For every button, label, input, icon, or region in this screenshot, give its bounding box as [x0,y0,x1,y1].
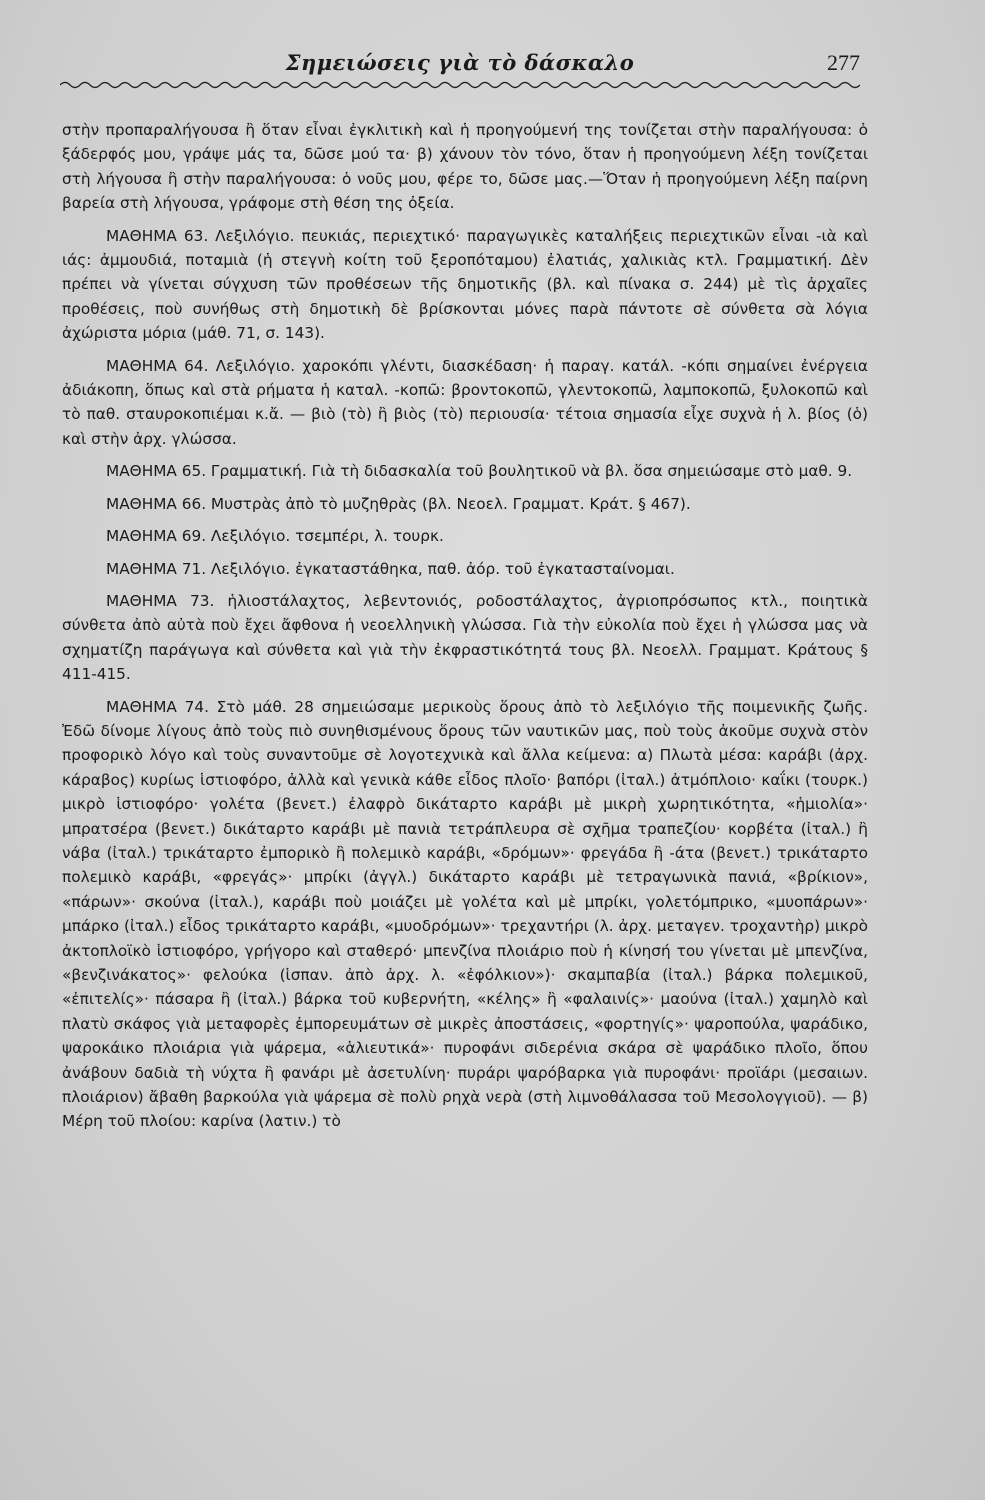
paragraph-lesson-64: ΜΑΘΗΜΑ 64. Λεξιλόγιο. χαροκόπι γλέντι, διασκέδαση· ἡ παραγ. κατάλ. -κόπι σημαίνει ἐνέργεια ἀδιάκοπη, ὅπως καὶ στὰ ρήματα ἡ καταλ. -κοπῶ: βροντοκοπῶ, γλεντοκοπῶ, λαμποκοπῶ, ξυλοκοπῶ καὶ τὸ παθ. σταυροκοπιέμαι κ.ἄ. — βιὸ (τὸ) ἢ βιὸς (τὸ) περιουσία· τέτοια σημασία εἶχε συχνὰ ἡ λ. βίος (ὁ) καὶ στὴν ἀρχ. γλώσσα. [62,356,868,448]
paragraph-lesson-74: ΜΑΘΗΜΑ 74. Στὸ μάθ. 28 σημειώσαμε μερικοὺς ὅρους ἀπὸ τὸ λεξιλόγιο τῆς ποιμενικῆς ζωῆς. Ἐδῶ δίνομε λίγους ἀπὸ τοὺς πιὸ συνηθισμένους ὅρους τῶν ναυτικῶν μας, ποὺ τοὺς ἀκοῦμε συχνὰ στὸν προφορικὸ λόγο καὶ τοὺς συναντοῦμε σὲ λογοτεχνικὰ καὶ ἄλλα κείμενα: α) Πλωτὰ μέσα: καράβι (ἀρχ. κάραβος) κυρίως ἱστιοφόρο, ἀλλὰ καὶ γενικὰ κάθε εἶδος πλοῖο· βαπόρι (ἰταλ.) ἀτμόπλοιο· καΐκι (τουρκ.) μικρὸ ἱστιοφόρο· γολέτα (βενετ.) ἐλαφρὸ δικάταρτο καράβι μὲ μικρὴ χωρητικότητα, «ἡμιολία»· μπρατσέρα (βενετ.) δικάταρτο καράβι μὲ πανιὰ τετράπλευρα σὲ σχῆμα τραπεζίου· κορβέτα (ἰταλ.) ἢ νάβα (ἰταλ.) τρικάταρτο ἐμπορικὸ ἢ πολεμικὸ καράβι, «δρόμων»· φρεγάδα ἢ -άτα (βενετ.) τρικάταρτο πολεμικὸ καράβι, «φρεγάς»· μπρίκι (ἀγγλ.) δικάταρτο καράβι μὲ τετραγωνικὰ πανιά, «βρίκιον», «πάρων»· σκούνα (ἰταλ.), καράβι ποὺ μοιάζει μὲ γολέτα καὶ μὲ μπρίκι, γολετόμπρικο, «μυοπάρων»· μπάρκο (ἰταλ.) εἶδος τρικάταρτο καράβι, «μυοδρόμων»· τρεχαντήρι (λ. ἀρχ. μεταγεν. τροχαντὴρ) μικρὸ ἀκτοπλοϊκὸ ἱστιοφόρο, γρήγορο καὶ σταθερό· μπενζίνα πλοιάριο ποὺ ἡ κίνησή του γίνεται μὲ μπενζίνα, «βενζινάκατος»· φελούκα (ἱσπαν. ἀπὸ ἀρχ. λ. «ἐφόλκιον»)· σκαμπαβία (ἰταλ.) βάρκα πολεμικοῦ, «ἐπιτελίς»· πάσαρα ἢ (ἰταλ.) βάρκα τοῦ κυβερνήτη, «κέλης» ἢ «φαλαινίς»· μαούνα (ἰταλ.) χαμηλὸ καὶ πλατὺ σκάφος γιὰ μεταφορὲς ἐμπορευμάτων σὲ μικρὲς ἀποστάσεις, «φορτηγίς»· ψαροπούλα, ψαράδικο, ψαροκάικο πλοιάρια γιὰ ψάρεμα, «ἁλιευτικά»· πυροφάνι σιδερένια σκάρα σὲ ψαράδικο πλοῖο, ὅπου ἀνάβουν δαδιὰ τὴ νύχτα ἢ φανάρι μὲ ἀσετυλίνη· πυράρι ψαρόβαρκα γιὰ πυροφάνι· προϊάρι (μεσαιων. πλοιάριον) ἄβαθη βαρκούλα γιὰ ψάρεμα σὲ πολὺ ρηχὰ νερὰ (στὴ λιμνοθάλασσα τοῦ Μεσολογγιοῦ). — β) Μέρη τοῦ πλοίου: καρίνα (λατιν.) τὸ [62,697,868,1131]
paragraph-lesson-65: ΜΑΘΗΜΑ 65. Γραμματική. Γιὰ τὴ διδασκαλία τοῦ βουλητικοῦ νὰ βλ. ὅσα σημειώσαμε στὸ μαθ. 9. [106,462,853,481]
paragraph-lesson-63: ΜΑΘΗΜΑ 63. Λεξιλόγιο. πευκιάς, περιεχτικό· παραγωγικὲς καταλήξεις περιεχτικῶν εἶναι -ιὰ καὶ ιάς: ἀμμουδιά, ποταμιὰ (ἡ στεγνὴ κοίτη τοῦ ξεροπόταμου) ἐλατιάς, χαλικιὰς κτλ. Γραμματική. Δὲν πρέπει νὰ γίνεται σύγχυση τῶν προθέσεων τῆς δημοτικῆς (βλ. καὶ πίνακα σ. 244) μὲ τὶς ἀρχαῖες προθέσεις, ποὺ συνήθως στὴ δημοτικὴ δὲ βρίσκονται μόνες παρὰ πάντοτε σὲ σύνθετα σὰ λόγια ἀχώριστα μόρια (μάθ. 71, σ. 143). [62,226,868,343]
page-header [60,50,860,90]
paragraph-continuation: στὴν προπαραλήγουσα ἢ ὅταν εἶναι ἐγκλιτικὴ καὶ ἡ προηγούμενή της τονίζεται στὴν παραλήγουσα: ὁ ξάδερφός μου, γράψε μάς τα, δῶσε μού τα· β) χάνουν τὸν τόνο, ὅταν ἡ προηγούμενη λέξη τονίζεται στὴ λήγουσα ἢ στὴν παραλήγουσα: ὁ νοῦς μου, φέρε το, δῶσε μας.—Ὅταν ἡ προηγούμενη λέξη παίρνη βαρεία στὴ λήγουσα, γράφομε στὴ θέση της ὀξεία. [62,121,868,213]
page-number: 277 [827,50,860,75]
running-title: Σημειώσεις γιὰ τὸ δάσκαλο [285,50,635,75]
body-text [62,118,868,1142]
paragraph-lesson-66: ΜΑΘΗΜΑ 66. Μυστρὰς ἀπὸ τὸ μυζηθρὰς (βλ. Νεοελ. Γραμματ. Κράτ. § 467). [106,494,691,513]
wavy-rule-ornament [60,80,860,90]
paragraph-lesson-71: ΜΑΘΗΜΑ 71. Λεξιλόγιο. ἐγκαταστάθηκα, παθ. ἀόρ. τοῦ ἐγκατασταίνομαι. [106,559,675,578]
paragraph-lesson-73: ΜΑΘΗΜΑ 73. ἡλιοστάλαχτος, λεβεντονιός, ροδοστάλαχτος, ἀγριοπρόσωπος κτλ., ποιητικὰ σύνθετα ἀπὸ αὐτὰ ποὺ ἔχει ἄφθονα ἡ νεοελληνικὴ γλώσσα. Γιὰ τὴν εὐκολία ποὺ ἔχει ἡ γλώσσα μας νὰ σχηματίζη παράγωγα καὶ σύνθετα καὶ γιὰ τὴν ἐκφραστικότητά τους βλ. Νεοελλ. Γραμματ. Κράτους § 411-415. [62,591,868,684]
paragraph-lesson-69: ΜΑΘΗΜΑ 69. Λεξιλόγιο. τσεμπέρι, λ. τουρκ. [106,527,444,546]
